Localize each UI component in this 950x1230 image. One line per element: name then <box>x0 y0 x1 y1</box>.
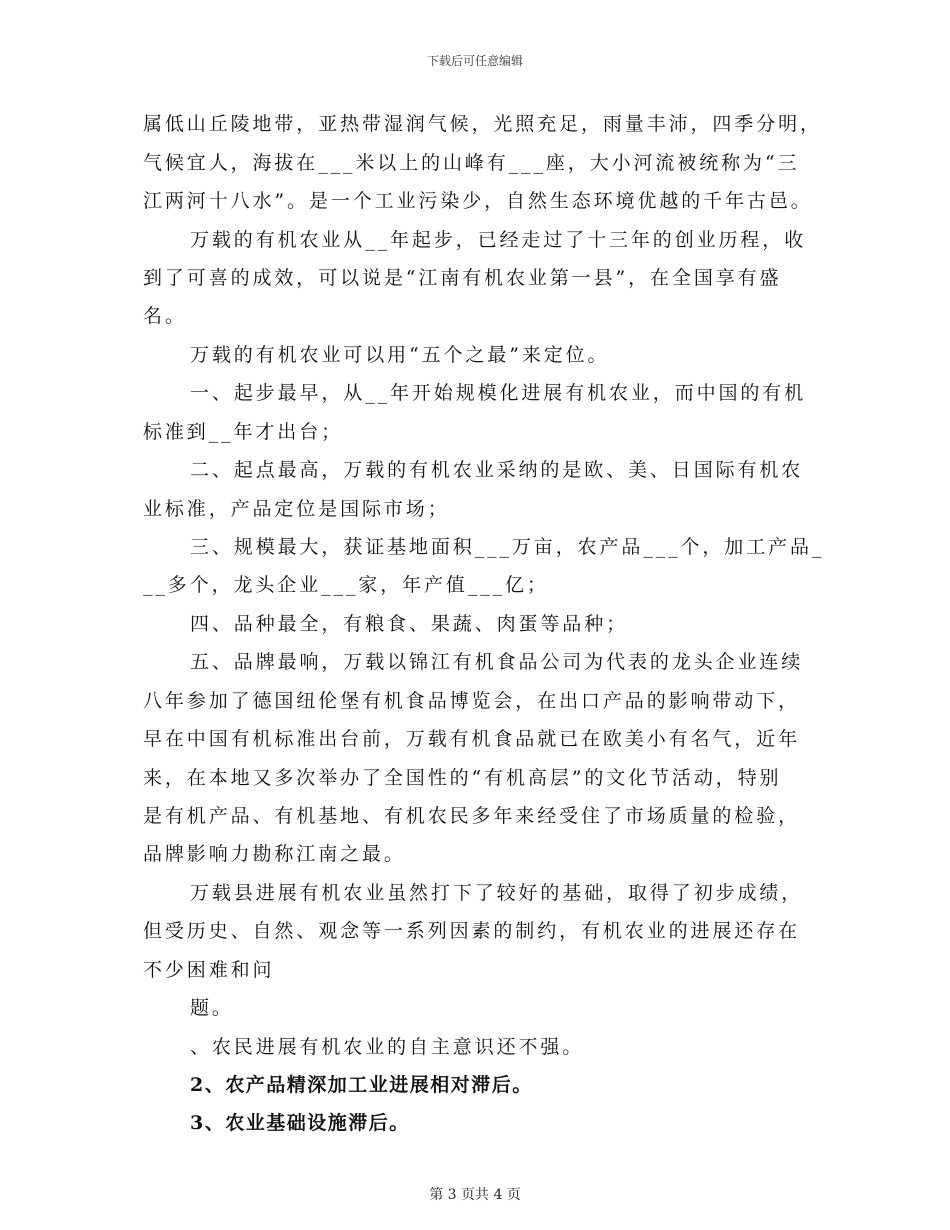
text-line: 但受历史、自然、观念等一系列因素的制约，有机农业的进展还存在 <box>143 920 801 942</box>
text-line: 业标准，产品定位是国际市场； <box>143 498 450 520</box>
text-line: 江两河十八水”。是一个工业污染少，自然生态环境优越的千年古邑。 <box>143 190 813 212</box>
page-header: 下载后可任意编辑 <box>426 54 523 68</box>
text-line: 四、品种最全，有粮食、果蔬、肉蛋等品种； <box>190 613 629 635</box>
text-line: 题。 <box>190 997 234 1019</box>
text-line: 、农民进展有机农业的自主意识还不强。 <box>190 1036 585 1058</box>
text-line: 是有机产品、有机基地、有机农民多年来经受住了市场质量的检验， <box>143 805 801 827</box>
text-line: 名。 <box>143 305 187 327</box>
text-line: 属低山丘陵地带，亚热带湿润气候，光照充足，雨量丰沛，四季分明， <box>143 113 822 135</box>
text-line: 不少困难和问 <box>143 959 275 981</box>
text-line: 到了可喜的成效，可以说是“江南有机农业第一县”，在全国享有盛 <box>143 267 782 289</box>
page-footer: 第 3 页共 4 页 <box>429 1187 521 1203</box>
text-line: 2、农产品精深加工业进展相对滞后。 <box>190 1074 533 1096</box>
text-line: 气候宜人，海拔在___米以上的山峰有___座，大小河流被统称为“三 <box>143 152 800 174</box>
text-line: 万载的有机农业从__年起步，已经走过了十三年的创业历程，收 <box>190 229 807 251</box>
text-line: 一、起步最早，从__年开始规模化进展有机农业，而中国的有机 <box>190 382 807 404</box>
text-line: 万载的有机农业可以用“五个之最”来定位。 <box>190 344 610 366</box>
text-line: 3、农业基础设施滞后。 <box>190 1112 410 1134</box>
text-line: 八年参加了德国纽伦堡有机食品博览会，在出口产品的影响带动下， <box>143 690 801 712</box>
text-line: 万载县进展有机农业虽然打下了较好的基础，取得了初步成绩， <box>190 882 804 904</box>
text-line: 早在中国有机标准出台前，万载有机食品就已在欧美小有名气，近年 <box>143 728 801 750</box>
text-line: __多个，龙头企业___家，年产值___亿； <box>143 574 549 596</box>
text-line: 三、规模最大，获证基地面积___万亩，农产品___个，加工产品_ <box>190 536 825 558</box>
text-line: 五、品牌最响，万载以锦江有机食品公司为代表的龙头企业连续 <box>190 651 804 673</box>
text-line: 来，在本地又多次举办了全国性的“有机高层”的文化节活动，特别 <box>143 767 782 789</box>
text-line: 标准到__年才出台； <box>143 421 344 443</box>
text-line: 二、起点最高，万载的有机农业采纳的是欧、美、日国际有机农 <box>190 459 804 481</box>
text-line: 品牌影响力勘称江南之最。 <box>143 843 406 865</box>
